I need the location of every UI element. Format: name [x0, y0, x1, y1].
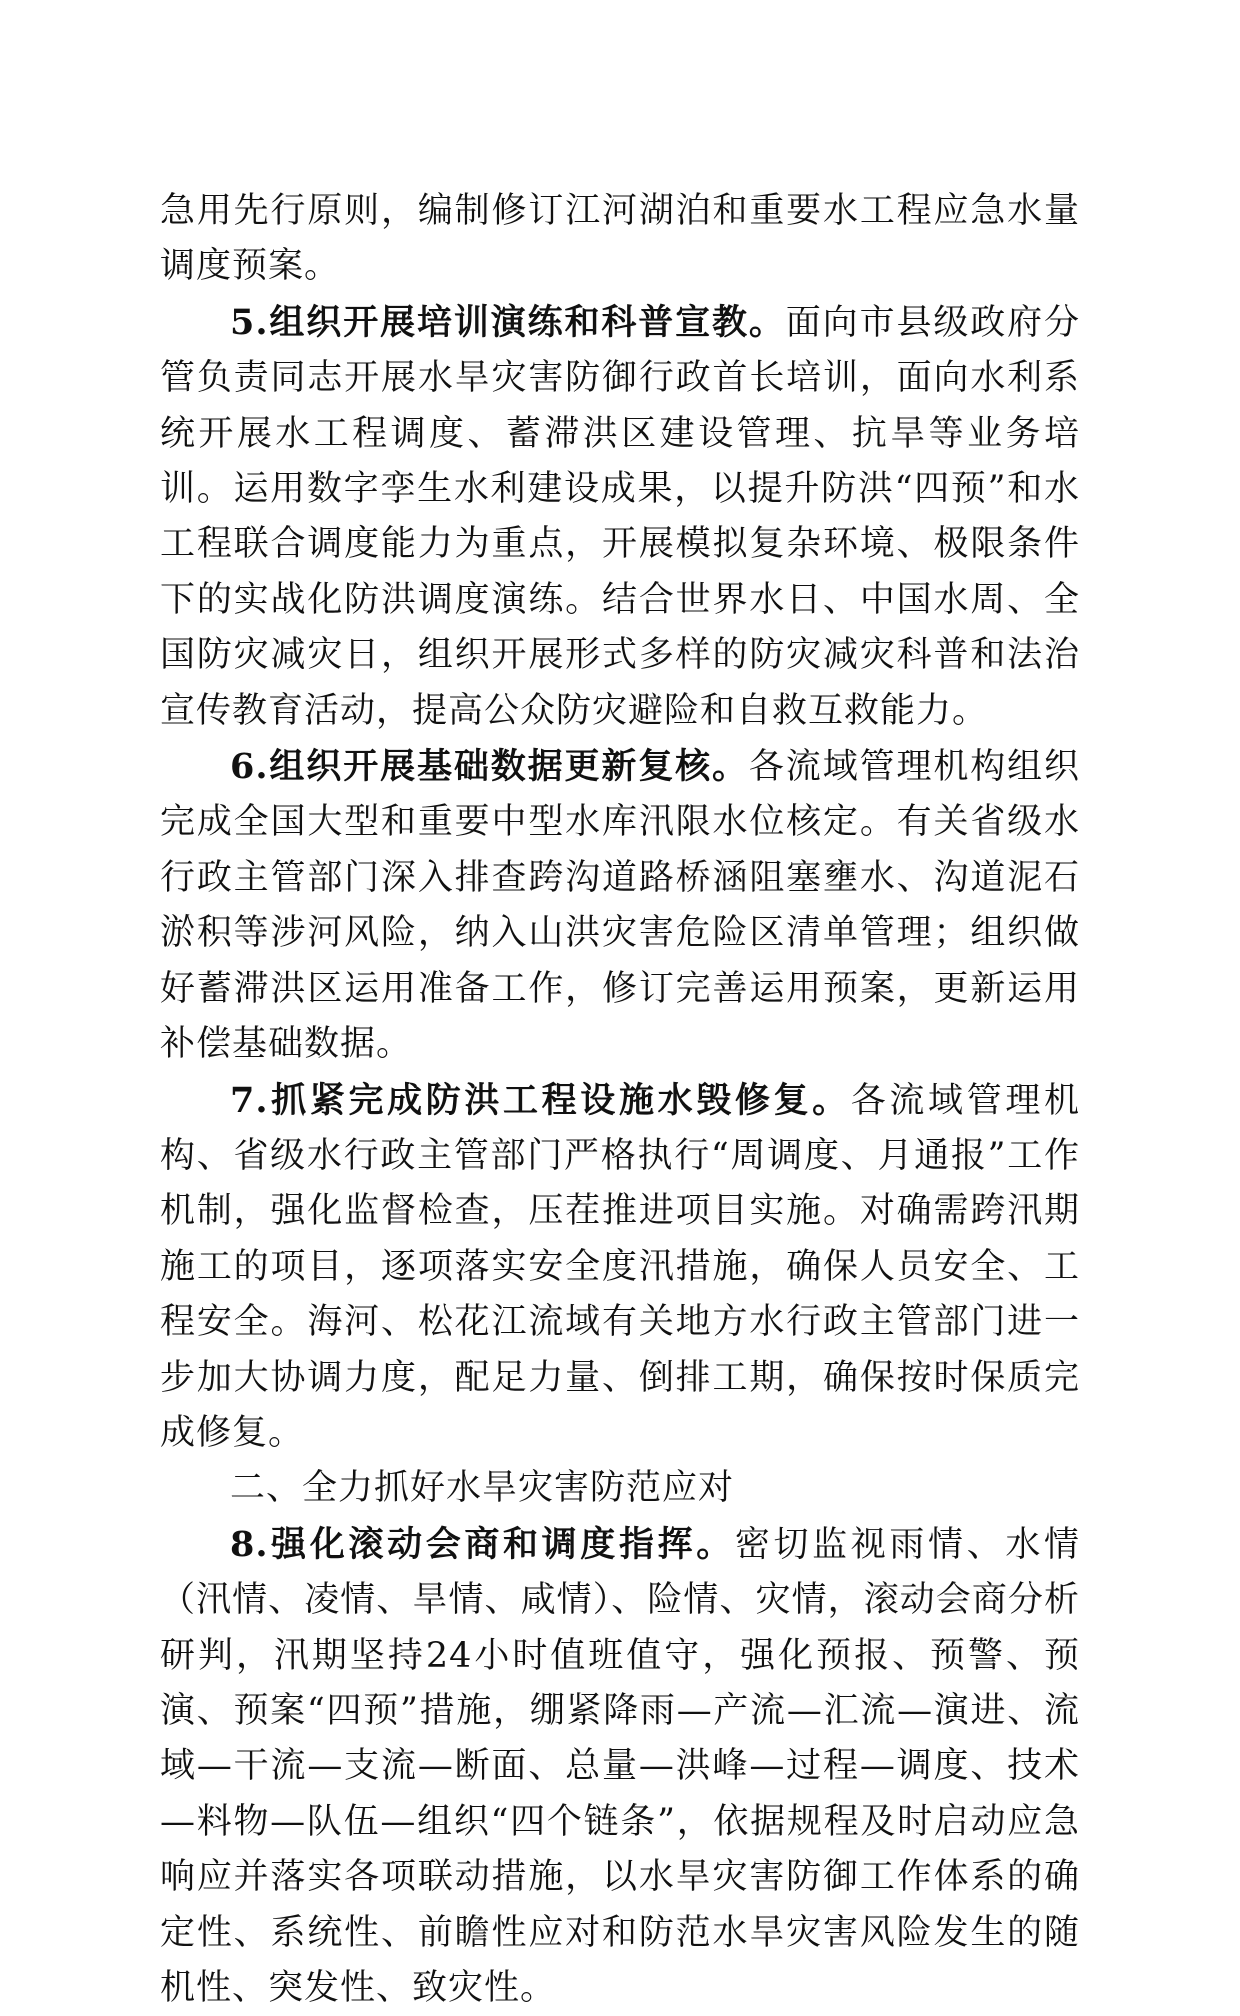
paragraph-continuation [160, 184, 1080, 295]
section-2-heading: 二、全力抓好水旱灾害防范应对 [230, 1468, 735, 1509]
item-5-heading: 5.组织开展培训演练和科普宣教。 [230, 301, 786, 343]
item-6-heading: 6.组织开展基础数据更新复核。 [230, 746, 749, 788]
paragraph-item-7 [160, 1073, 1080, 1462]
paragraph-item-8 [160, 1517, 1080, 2016]
paragraph-text: 急用先行原则，编制修订江河湖泊和重要水工程应急水量调度预案。 [160, 191, 1080, 287]
item-6-text: 各流域管理机构组织完成全国大型和重要中型水库汛限水位核定。有关省级水行政主管部门深入排查跨沟道路桥涵阻塞壅水、沟道泥石淤积等涉河风险，纳入山洪灾害危险区清单管理；组织做好蓄滞洪区运用准备工作，修订完善运用预案，更新运用补偿基础数据。 [160, 747, 1080, 1065]
item-8-text: 密切监视雨情、水情（汛情、凌情、旱情、咸情）、险情、灾情，滚动会商分析研判，汛期坚持24小时值班值守，强化预报、预警、预演、预案“四预”措施，绷紧降雨—产流—汇流—演进、流域—干流—支流—断面、总量—洪峰—过程—调度、技术—料物—队伍—组织“四个链条”，依据规程及时启动应急响应并落实各项联动措施，以水旱灾害防御工作体系的确定性、系统性、前瞻性应对和防范水旱灾害风险发生的随机性、突发性、致灾性。 [160, 1524, 1080, 2008]
item-7-text: 各流域管理机构、省级水行政主管部门严格执行“周调度、月通报”工作机制，强化监督检查，压茬推进项目实施。对确需跨汛期施工的项目，逐项落实安全度汛措施，确保人员安全、工程安全。海河、松花江流域有关地方水行政主管部门进一步加大协调力度，配足力量、倒排工期，确保按时保质完成修复。 [160, 1080, 1080, 1453]
paragraph-item-6 [160, 739, 1080, 1072]
item-8-heading: 8.强化滚动会商和调度指挥。 [230, 1523, 735, 1565]
paragraph-item-5 [160, 295, 1080, 739]
item-5-text: 面向市县级政府分管负责同志开展水旱灾害防御行政首长培训，面向水利系统开展水工程调度、蓄滞洪区建设管理、抗旱等业务培训。运用数字孪生水利建设成果，以提升防洪“四预”和水工程联合调度能力为重点，开展模拟复杂环境、极限条件下的实战化防洪调度演练。结合世界水日、中国水周、全国防灾减灾日，组织开展形式多样的防灾减灾科普和法治宣传教育活动，提高公众防灾避险和自救互救能力。 [160, 302, 1080, 731]
item-7-heading: 7.抓紧完成防洪工程设施水毁修复。 [230, 1079, 851, 1121]
